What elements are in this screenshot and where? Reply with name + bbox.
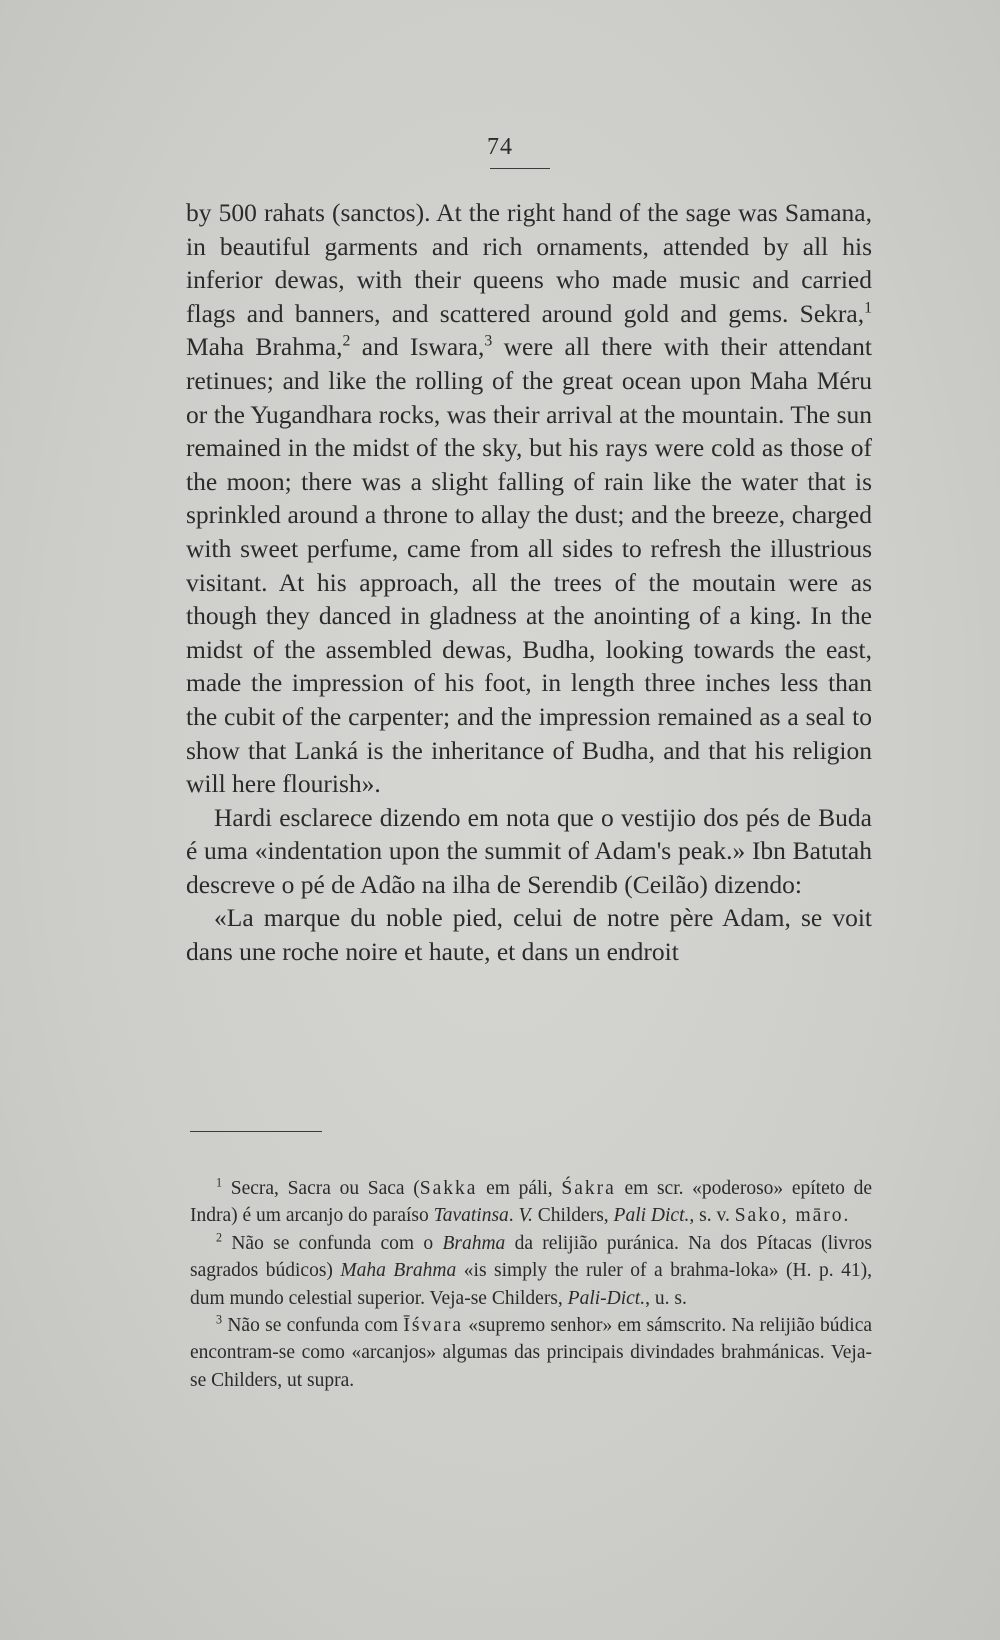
footnote-3-number: 3 bbox=[216, 1312, 223, 1327]
footnote-3: $^3$ Não se confunda com Īśvara «supremo senhor» em sámscrito. Na relijião búdica encontram-se como «arcanjos» algumas das principais divindades brahmánicas. Veja-se Childers, ut supra. bbox=[190, 1312, 873, 1391]
footnote-2-number: 2 bbox=[216, 1230, 223, 1245]
paragraph-1: by 500 rahats (sanctos). At the right hand of the sage was Samana, in beautiful garments and rich ornaments, attended by all his inferior dewas, with their queens who made music and carried flags and banners, and scattered around gold and gems. Sekra,$^1$ Maha Brahma,$^2$ and Iswara,$^3$ were all there with their attendant retinues; and like the rolling of the great ocean upon Maha Méru or the Yugandhara rocks, was their arrival at the mountain. The sun remained in the midst of the sky, but his rays were cold as those of the moon; there was a slight falling of rain like the water that is sprinkled around a throne to allay the dust; and the breeze, charged with sweet perfume, came from all sides to refresh the illustrious visitant. At his approach, all the trees of the moutain were as though they danced in gladness at the anointing of a king. In the midst of the assembled dewas, Budha, looking towards the east, made the impression of his foot, in length three inches less than the cubit of the carpenter; and the impression remained as a seal to show that Lanká is the inheritance of Budha, and that his religion will here flourish». bbox=[186, 198, 872, 799]
page-number-rule bbox=[490, 168, 550, 169]
footnote-ref-1[interactable]: 1 bbox=[864, 299, 872, 317]
footnotes bbox=[190, 1175, 872, 1394]
paragraph-2: Hardi esclarece dizendo em nota que o vestijio dos pés de Buda é uma «indentation upon the summit of Adam's peak.» Ibn Batutah descreve o pé de Adão na ilha de Serendib (Ceilão) dizendo: bbox=[186, 802, 872, 899]
main-text bbox=[186, 196, 872, 969]
paragraph-3: «La marque du noble pied, celui de notre père Adam, se voit dans une roche noire et haute, et dans un endroit bbox=[186, 903, 872, 967]
footnote-2: $^2$ Não se confunda com o Brahma da relijião puránica. Na dos Pítacas (livros sagrados búdicos) Maha Brahma «is simply the ruler of a brahma-loka» (H. p. 41), dum mundo celestial superior. Veja-se Childers, Pali-Dict., u. s. bbox=[190, 1230, 872, 1309]
footnote-separator bbox=[190, 1131, 322, 1132]
footnote-ref-3[interactable]: 3 bbox=[484, 332, 493, 350]
footnote-1-number: 1 bbox=[216, 1175, 223, 1190]
footnote-1: $^1$ Secra, Sacra ou Saca (Sakka em páli, Śakra em scr. «poderoso» epíteto de Indra) é um arcanjo do paraíso Tavatinsa. V. Childers, Pali Dict., s. v. Sako, māro. bbox=[190, 1175, 872, 1227]
page-number: 74 bbox=[487, 134, 513, 160]
footnote-ref-2[interactable]: 2 bbox=[342, 332, 351, 350]
